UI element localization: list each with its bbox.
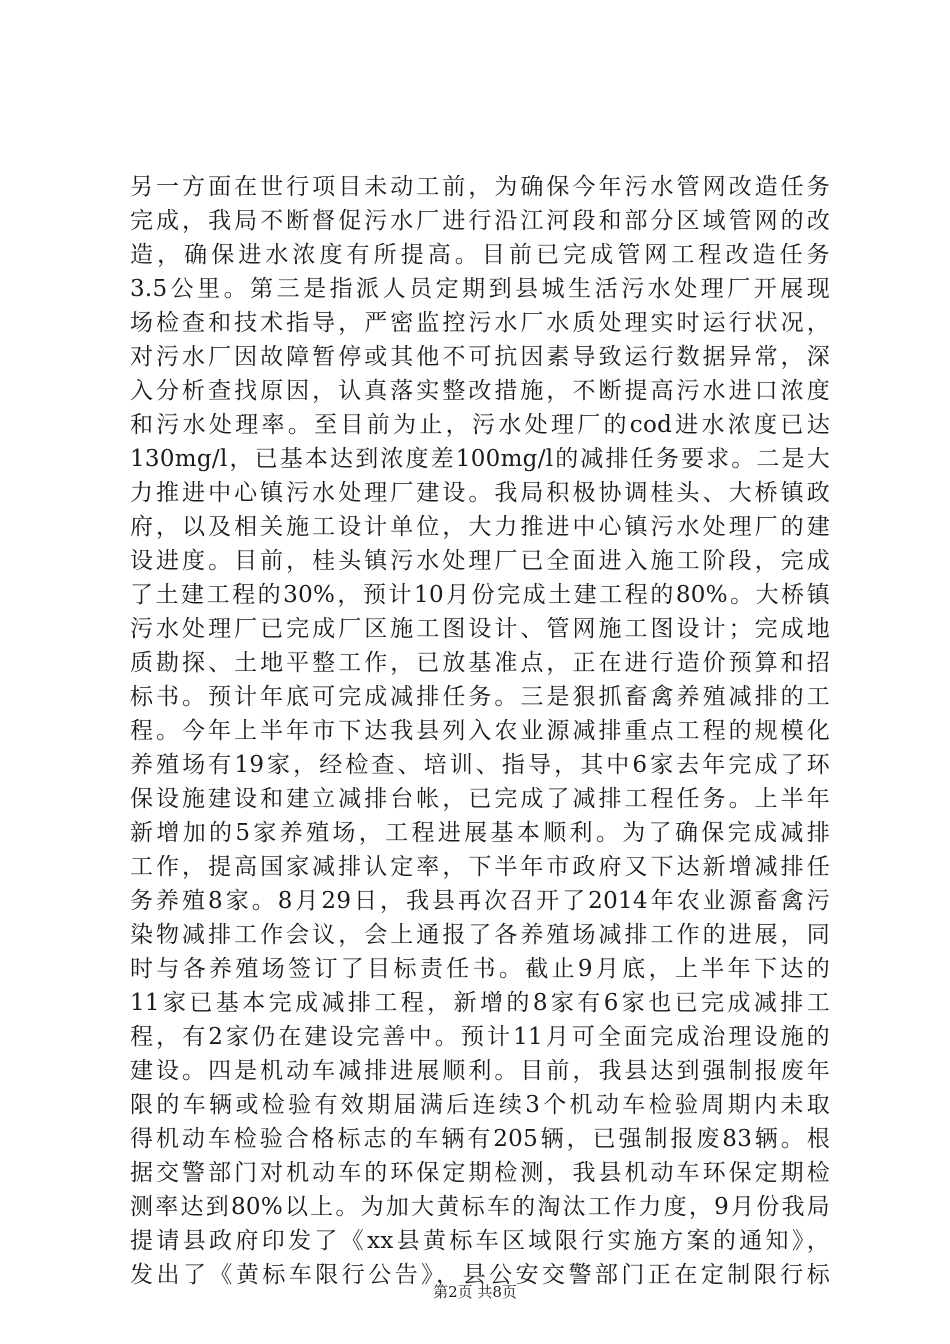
text-line: 程，有2家仍在建设完善中。预计11月可全面完成治理设施的 [130, 1024, 830, 1050]
text-line: 入分析查找原因，认真落实整改措施，不断提高污水进口浓度 [130, 378, 830, 404]
text-line: 测率达到80%以上。为加大黄标车的淘汰工作力度，9月份我局 [130, 1194, 830, 1220]
text-line: 据交警部门对机动车的环保定期检测，我县机动车环保定期检 [130, 1160, 830, 1186]
text-line: 工作，提高国家减排认定率，下半年市政府又下达新增减排任 [130, 854, 830, 880]
text-line: 发出了《黄标车限行公告》，县公安交警部门正在定制限行标 [130, 1262, 830, 1288]
text-line: 务养殖8家。8月29日，我县再次召开了2014年农业源畜禽污 [130, 888, 830, 914]
text-line: 污水处理厂已完成厂区施工图设计、管网施工图设计；完成地 [130, 616, 830, 642]
document-body [130, 170, 830, 1292]
text-line: 提请县政府印发了《xx县黄标车区域限行实施方案的通知》， [130, 1228, 830, 1254]
text-line: 建设。四是机动车减排进展顺利。目前，我县达到强制报废年 [130, 1058, 830, 1084]
text-line: 染物减排工作会议，会上通报了各养殖场减排工作的进展，同 [130, 922, 830, 948]
text-line: 力推进中心镇污水处理厂建设。我局积极协调桂头、大桥镇政 [130, 480, 830, 506]
text-line: 程。今年上半年市下达我县列入农业源减排重点工程的规模化 [130, 718, 830, 744]
text-line: 质勘探、土地平整工作，已放基准点，正在进行造价预算和招 [130, 650, 830, 676]
text-line: 对污水厂因故障暂停或其他不可抗因素导致运行数据异常，深 [130, 344, 830, 370]
text-line: 得机动车检验合格标志的车辆有205辆，已强制报废83辆。根 [130, 1126, 830, 1152]
text-line: 11家已基本完成减排工程，新增的8家有6家也已完成减排工 [130, 990, 830, 1016]
text-line: 造，确保进水浓度有所提高。目前已完成管网工程改造任务 [130, 242, 830, 268]
page-footer: 第2页 共8页 [433, 1283, 517, 1301]
text-line: 130mg/l，已基本达到浓度差100mg/l的减排任务要求。二是大 [130, 446, 830, 472]
text-line: 另一方面在世行项目未动工前，为确保今年污水管网改造任务 [130, 174, 830, 200]
text-line: 设进度。目前，桂头镇污水处理厂已全面进入施工阶段，完成 [130, 548, 830, 574]
text-line: 限的车辆或检验有效期届满后连续3个机动车检验周期内未取 [130, 1092, 830, 1118]
text-line: 府，以及相关施工设计单位，大力推进中心镇污水处理厂的建 [130, 514, 830, 540]
text-line: 时与各养殖场签订了目标责任书。截止9月底，上半年下达的 [130, 956, 830, 982]
text-line: 养殖场有19家，经检查、培训、指导，其中6家去年完成了环 [130, 752, 830, 778]
text-line: 了土建工程的30%，预计10月份完成土建工程的80%。大桥镇 [130, 582, 830, 608]
text-line: 3.5公里。第三是指派人员定期到县城生活污水处理厂开展现 [130, 276, 830, 302]
text-line: 场检查和技术指导，严密监控污水厂水质处理实时运行状况， [130, 310, 830, 336]
text-line: 完成，我局不断督促污水厂进行沿江河段和部分区域管网的改 [130, 208, 830, 234]
text-line: 标书。预计年底可完成减排任务。三是狠抓畜禽养殖减排的工 [130, 684, 830, 710]
text-line: 和污水处理率。至目前为止，污水处理厂的cod进水浓度已达 [130, 412, 830, 438]
text-line: 保设施建设和建立减排台帐，已完成了减排工程任务。上半年 [130, 786, 830, 812]
text-line: 新增加的5家养殖场，工程进展基本顺利。为了确保完成减排 [130, 820, 830, 846]
